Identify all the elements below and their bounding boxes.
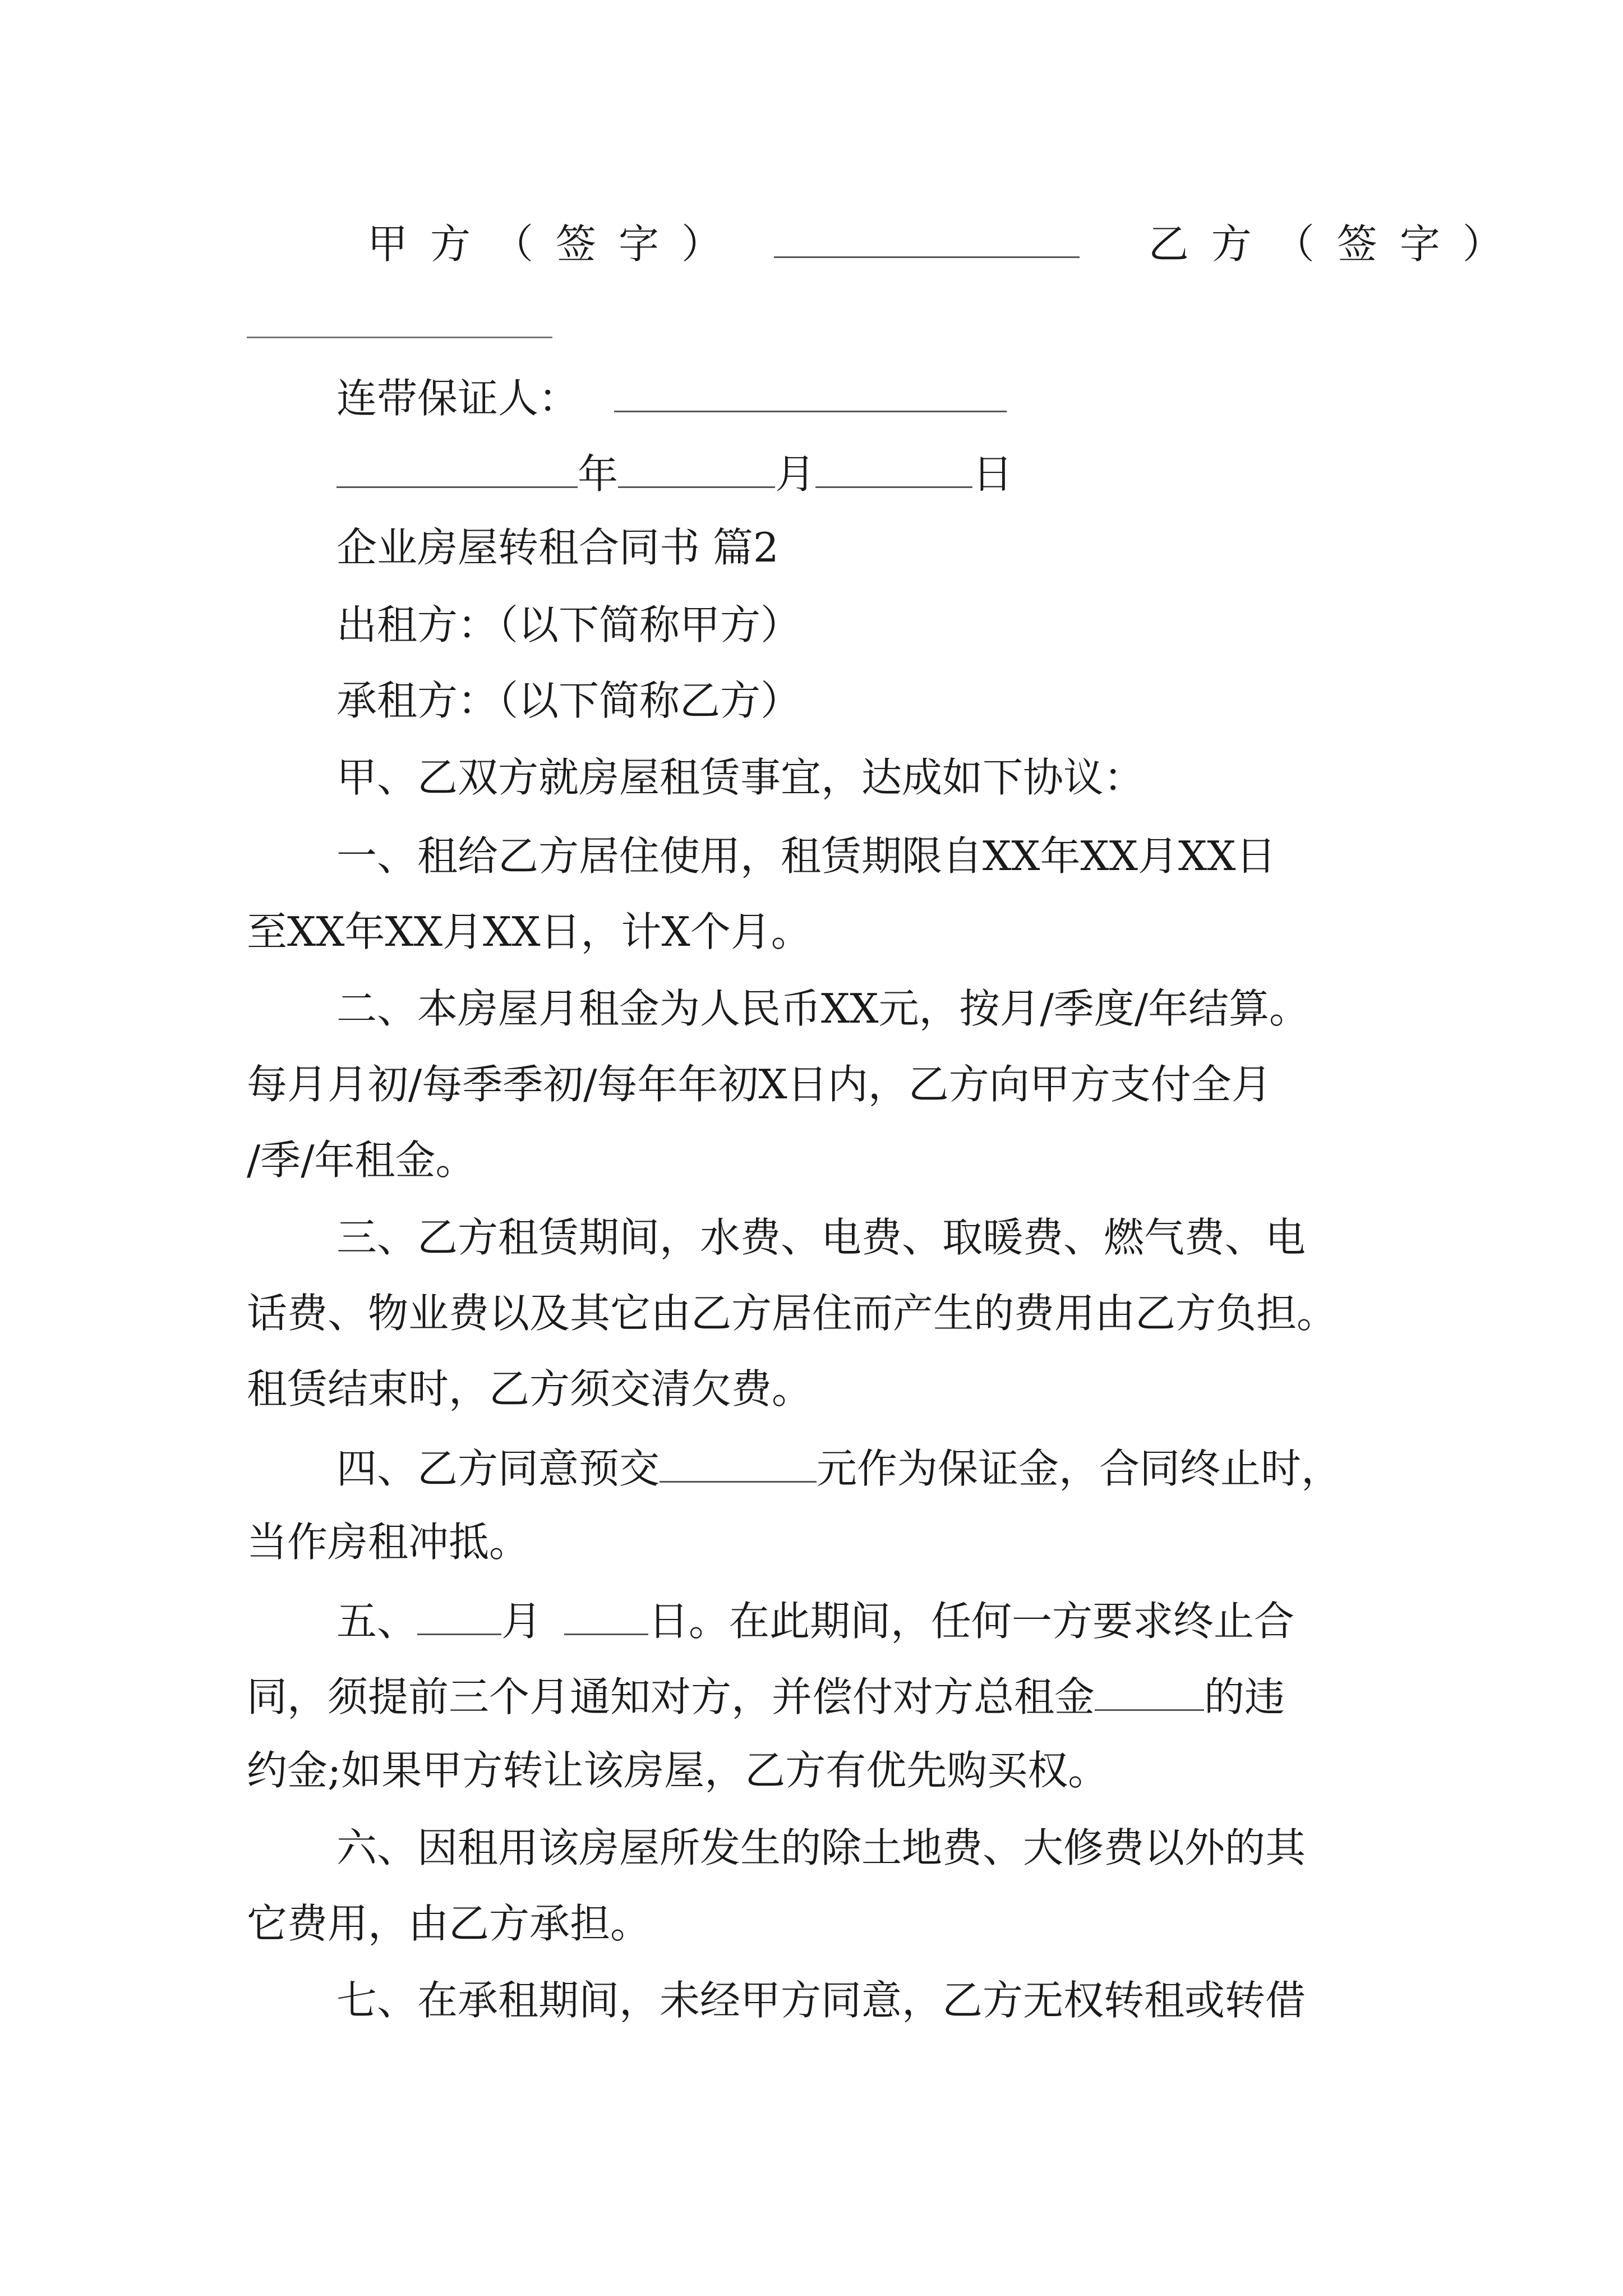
guarantor-line bbox=[614, 376, 1007, 412]
clause-2-line-2: 每月月初/每季季初/每年年初X日内，乙方向甲方支付全月 bbox=[247, 1061, 1272, 1108]
clause-5-line-1 bbox=[336, 1598, 1481, 1645]
clause-5-text-a: 五、 bbox=[336, 1598, 418, 1645]
deposit-amount-line bbox=[660, 1446, 817, 1483]
party-b-signature-label: 乙方（签字） bbox=[1148, 220, 1525, 268]
date-row bbox=[336, 450, 1481, 498]
clause-4-text-b: 元作为保证金，合同终止时， bbox=[817, 1445, 1342, 1492]
party-a-signature-line bbox=[774, 222, 1080, 258]
signature-row bbox=[367, 220, 1525, 268]
year-label: 年 bbox=[578, 450, 619, 498]
clause-5-line-2 bbox=[247, 1673, 1391, 1720]
day-label: 日 bbox=[972, 450, 1013, 498]
day-line bbox=[815, 452, 972, 488]
clause-4-line-1 bbox=[336, 1445, 1481, 1492]
lessee-line: 承租方：（以下简称乙方） bbox=[336, 677, 801, 724]
month-label: 月 bbox=[775, 450, 816, 498]
clause-2-line-3: /季/年租金。 bbox=[247, 1137, 476, 1184]
clause-4-text-a: 四、乙方同意预交 bbox=[336, 1445, 660, 1492]
guarantor-row bbox=[336, 375, 1481, 422]
party-a-signature-label: 甲方（签字） bbox=[367, 220, 745, 268]
penalty-amount-line bbox=[1095, 1674, 1204, 1711]
contract-title: 企业房屋转租合同书 篇2 bbox=[336, 524, 779, 571]
guarantor-label: 连带保证人： bbox=[336, 375, 579, 422]
clause-6-line-1: 六、因租用该房屋所发生的除土地费、大修费以外的其 bbox=[336, 1824, 1306, 1871]
clause-5-line-3: 约金;如果甲方转让该房屋，乙方有优先购买权。 bbox=[247, 1747, 1109, 1794]
clause-3-line-3: 租赁结束时，乙方须交清欠费。 bbox=[247, 1365, 813, 1412]
clause-5-text-b: 月 bbox=[501, 1598, 542, 1645]
intro-line: 甲、乙双方就房屋租赁事宜，达成如下协议： bbox=[336, 754, 1145, 801]
clause-5-text-c: 日。在此期间，任何一方要求终止合 bbox=[648, 1598, 1295, 1645]
month-line bbox=[618, 452, 775, 488]
clause-2-line-1: 二、本房屋月租金为人民币XX元，按月/季度/年结算。 bbox=[336, 985, 1310, 1032]
clause-5-month-line bbox=[417, 1599, 501, 1635]
lessor-line: 出租方：（以下简称甲方） bbox=[336, 601, 801, 648]
clause-6-line-2: 它费用，由乙方承担。 bbox=[247, 1900, 651, 1947]
clause-5-text-line2b: 的违 bbox=[1204, 1673, 1285, 1720]
party-b-signature-line bbox=[247, 337, 552, 338]
clause-3-line-1: 三、乙方租赁期间，水费、电费、取暖费、燃气费、电 bbox=[336, 1214, 1306, 1261]
clause-5-text-line2a: 同，须提前三个月通知对方，并偿付对方总租金 bbox=[247, 1673, 1095, 1720]
clause-7-line-1: 七、在承租期间，未经甲方同意，乙方无权转租或转借 bbox=[336, 1977, 1306, 2024]
clause-1-line-1: 一、租给乙方居住使用，租赁期限自XX年XX月XX日 bbox=[336, 832, 1276, 880]
clause-3-line-2: 话费、物业费以及其它由乙方居住而产生的费用由乙方负担。 bbox=[247, 1290, 1338, 1337]
clause-5-day-line bbox=[564, 1599, 648, 1635]
clause-4-line-2: 当作房租冲抵。 bbox=[247, 1519, 530, 1566]
clause-1-line-2: 至XX年XX月XX日，计X个月。 bbox=[247, 908, 811, 955]
year-line bbox=[336, 452, 578, 488]
